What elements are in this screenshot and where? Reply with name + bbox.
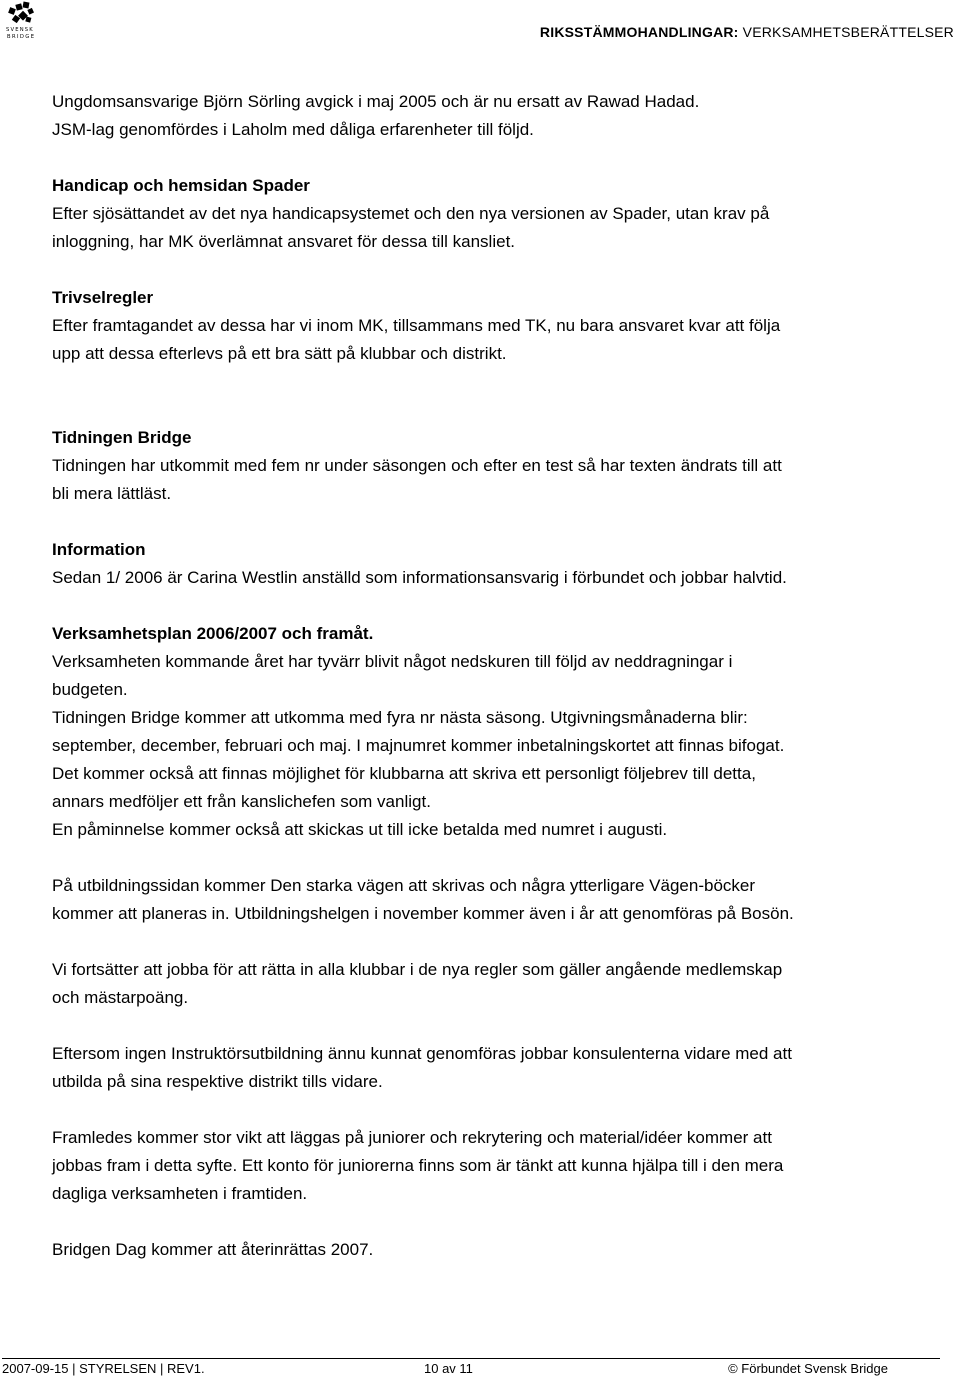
- section-block: [52, 956, 912, 1012]
- footer-page-number: 10 av 11: [424, 1361, 473, 1376]
- body-line: Verksamheten kommande året har tyvärr blivit något nedskuren till följd av neddragningar i: [52, 652, 733, 671]
- section-block: [52, 620, 912, 844]
- svg-text:SVENSK: SVENSK: [6, 27, 34, 33]
- section-block: [52, 1236, 912, 1264]
- document-body: [52, 88, 912, 1264]
- section-block: [52, 1040, 912, 1096]
- body-line: En påminnelse kommer också att skickas ut till icke betalda med numret i augusti.: [52, 820, 668, 839]
- body-line: Sedan 1/ 2006 är Carina Westlin anställd som informationsansvarig i förbundet och jobbar halvtid.: [52, 568, 787, 587]
- body-line: budgeten.: [52, 680, 128, 699]
- section-block: [52, 172, 912, 256]
- section-block: [52, 284, 912, 368]
- body-line: Bridgen Dag kommer att återinrättas 2007.: [52, 1240, 374, 1259]
- body-line: Det kommer också att finnas möjlighet för klubbarna att skriva ett personligt följebrev till detta,: [52, 764, 756, 783]
- body-line: annars medföljer ett från kanslichefen som vanligt.: [52, 792, 431, 811]
- body-line: Efter framtagandet av dessa har vi inom MK, tillsammans med TK, nu bara ansvaret kvar att följa: [52, 316, 781, 335]
- body-line: Tidningen har utkommit med fem nr under säsongen och efter en test så har texten ändrats till att: [52, 456, 782, 475]
- svensk-bridge-logo: [4, 0, 38, 40]
- body-line: Ungdomsansvarige Björn Sörling avgick i maj 2005 och är nu ersatt av Rawad Hadad.: [52, 92, 700, 111]
- body-line: kommer att planeras in. Utbildningshelgen i november kommer även i år att genomföras på Bosön.: [52, 904, 794, 923]
- section-heading: Trivselregler: [52, 288, 154, 307]
- body-line: Tidningen Bridge kommer att utkomma med fyra nr nästa säsong. Utgivningsmånaderna blir:: [52, 708, 748, 727]
- body-line: utbilda på sina respektive distrikt tills vidare.: [52, 1072, 383, 1091]
- body-line: september, december, februari och maj. I majnumret kommer inbetalningskortet att finnas bifogat.: [52, 736, 785, 755]
- footer-meta: 2007-09-15 | STYRELSEN | REV1.: [2, 1361, 205, 1376]
- body-line: Vi fortsätter att jobba för att rätta in alla klubbar i de nya regler som gäller angående medlemskap: [52, 960, 783, 979]
- section-heading: Tidningen Bridge: [52, 428, 192, 447]
- svg-text:BRIDGE: BRIDGE: [7, 34, 36, 40]
- section-block: [52, 872, 912, 928]
- body-line: och mästarpoäng.: [52, 988, 189, 1007]
- body-line: Framledes kommer stor vikt att läggas på juniorer och rekrytering och material/idéer kommer att: [52, 1128, 772, 1147]
- header-title: [540, 24, 954, 40]
- body-line: bli mera lättläst.: [52, 484, 172, 503]
- footer-divider: [2, 1358, 940, 1359]
- header-title-bold: RIKSSTÄMMOHANDLINGAR:: [539, 24, 739, 40]
- body-line: inloggning, har MK överlämnat ansvaret för dessa till kansliet.: [52, 232, 516, 251]
- body-line: dagliga verksamheten i framtiden.: [52, 1184, 308, 1203]
- footer-copyright: © Förbundet Svensk Bridge: [728, 1361, 888, 1376]
- body-line: jobbas fram i detta syfte. Ett konto för juniorerna finns som är tänkt att kunna hjälpa till i den mera: [52, 1156, 784, 1175]
- section-block: [52, 1124, 912, 1208]
- section-heading: Verksamhetsplan 2006/2007 och framåt.: [52, 624, 374, 643]
- header-title-rest: VERKSAMHETSBERÄTTELSER: [738, 24, 954, 40]
- body-line: Efter sjösättandet av det nya handicapsystemet och den nya versionen av Spader, utan krav på: [52, 204, 770, 223]
- body-line: upp att dessa efterlevs på ett bra sätt på klubbar och distrikt.: [52, 344, 507, 363]
- section-heading: Information: [52, 540, 146, 559]
- section-heading: Handicap och hemsidan Spader: [52, 176, 310, 195]
- section-block: [52, 424, 912, 508]
- section-block: [52, 536, 912, 592]
- body-line: På utbildningssidan kommer Den starka vägen att skrivas och några ytterligare Vägen-böcker: [52, 876, 756, 895]
- body-line: Eftersom ingen Instruktörsutbildning ännu kunnat genomföras jobbar konsulenterna vidare med att: [52, 1044, 792, 1063]
- body-line: JSM-lag genomfördes i Laholm med dåliga erfarenheter till följd.: [52, 120, 534, 139]
- section-block: [52, 88, 912, 144]
